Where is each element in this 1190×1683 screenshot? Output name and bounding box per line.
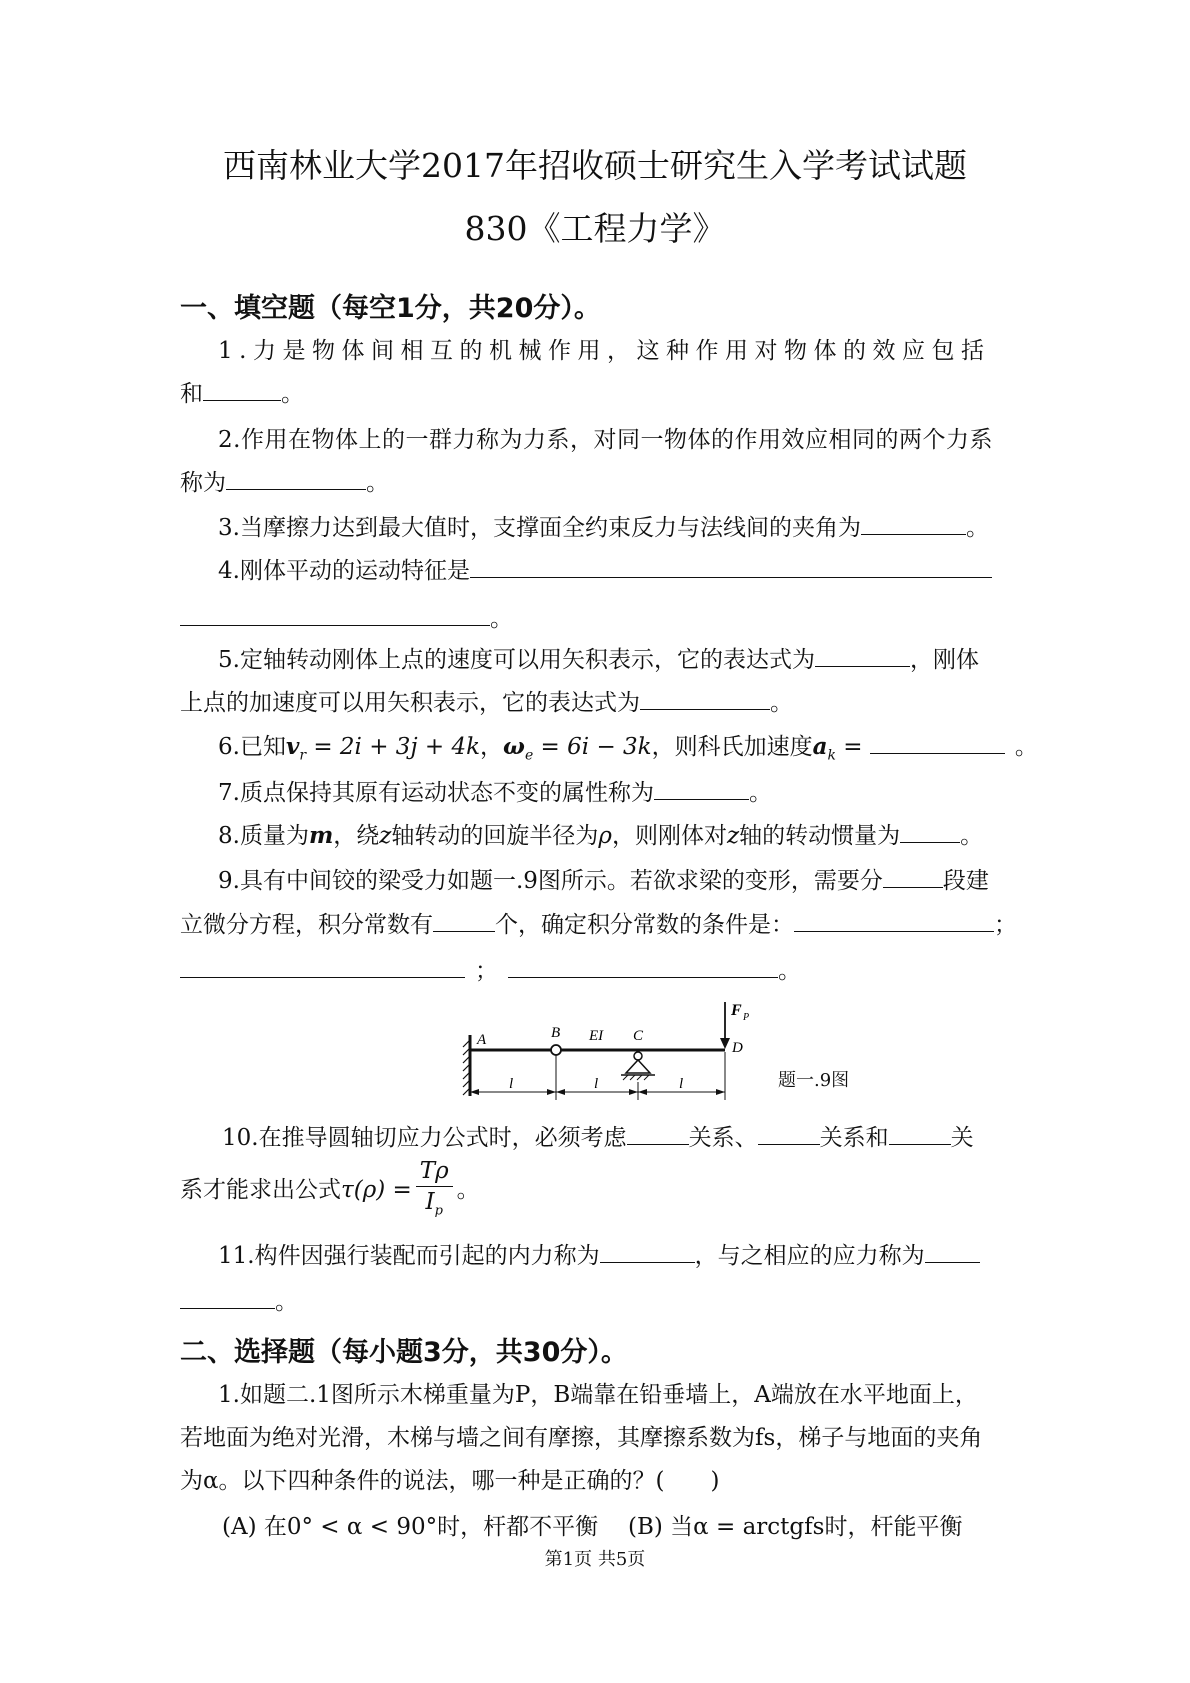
q11-blank-1[interactable]: [600, 1240, 695, 1263]
q2-blank[interactable]: [226, 467, 366, 490]
q10-text-a2: 关系、: [688, 1125, 758, 1151]
q9-text-b2: 个，确定积分常数的条件是：: [495, 912, 794, 938]
option-a[interactable]: (A) 在0° < α < 90°时，杆都不平衡: [222, 1514, 599, 1540]
q10-text-b: 系才能求出公式: [180, 1177, 341, 1203]
q1-blank[interactable]: [203, 378, 281, 401]
q5-period: 。: [770, 690, 793, 716]
q6-pre: 6.已知: [218, 734, 286, 760]
q8-text-b: ，绕: [333, 823, 380, 849]
q9-blank-4[interactable]: [180, 955, 465, 978]
exam-title: 西南林业大学2017年招收硕士研究生入学考试试题: [223, 146, 967, 185]
q5-text-1: 5.定轴转动刚体上点的速度可以用矢积表示，它的表达式为: [218, 647, 815, 673]
q6-comma: ，: [480, 734, 504, 760]
label-f: F: [731, 1002, 742, 1019]
q10-den-sub: p: [434, 1203, 443, 1219]
q9-period: 。: [778, 958, 801, 984]
q4-line1: [218, 555, 992, 586]
q11-period: 。: [275, 1289, 298, 1315]
q6-vr-expr: = 2i + 3j + 4k: [306, 734, 481, 760]
s2-q1-line3: 为α。以下四种条件的说法，哪一种是正确的？( ): [180, 1468, 720, 1494]
q6-ak: a: [812, 733, 828, 760]
q7-line: [218, 777, 772, 808]
beam-figure: [455, 1000, 775, 1110]
q8-z: z: [379, 823, 392, 849]
label-b: B: [551, 1025, 561, 1041]
section-1-heading: 一、填空题（每空1分，共20分）。: [180, 293, 601, 324]
q10-num: Tρ: [416, 1156, 453, 1187]
exam-subtitle: 830《工程力学》: [464, 209, 726, 248]
q10-text-a3: 关系和: [819, 1125, 889, 1151]
q8-period: 。: [960, 823, 984, 849]
q10-period: 。: [456, 1177, 480, 1203]
q1-text: 和: [180, 381, 203, 407]
q6-mid: ，则科氏加速度: [651, 734, 813, 760]
q4-period: 。: [490, 606, 513, 632]
q10-text-a: 10.在推导圆轴切应力公式时，必须考虑: [222, 1125, 627, 1151]
label-f-sub: P: [743, 1012, 750, 1023]
q9-line3: [180, 955, 801, 986]
q3-blank[interactable]: [861, 512, 966, 535]
q10-blank-2[interactable]: [758, 1122, 820, 1145]
q10-fraction: [416, 1156, 453, 1227]
q5-blank-1[interactable]: [815, 644, 910, 667]
q8-text-a: 8.质量为: [218, 823, 309, 849]
q9-blank-3[interactable]: [794, 909, 994, 932]
label-a: A: [477, 1032, 487, 1048]
q7-period: 。: [748, 780, 772, 806]
q10-lhs: τ(ρ) =: [341, 1177, 412, 1203]
q2-period: 。: [366, 470, 389, 496]
q2-line2: [180, 467, 389, 498]
q3-period: 。: [965, 515, 989, 541]
q8-line: [218, 820, 983, 851]
q7-blank[interactable]: [654, 777, 749, 800]
q6-vr-sub: r: [299, 747, 307, 764]
q8-text-d: ，则刚体对: [611, 823, 727, 849]
q9-blank-2[interactable]: [433, 909, 495, 932]
q10-line2: [180, 1155, 480, 1226]
q9-text-c1: ；: [475, 958, 498, 984]
q9-line2: [180, 909, 1017, 940]
q10-blank-3[interactable]: [889, 1122, 951, 1145]
q3-line: [218, 512, 989, 543]
q6-ak-sub: k: [827, 747, 836, 764]
q9-text-a2: 段建: [942, 868, 989, 894]
label-c: C: [633, 1028, 644, 1044]
label-d: D: [732, 1040, 743, 1056]
q11-blank-2a[interactable]: [925, 1240, 980, 1263]
q9-text-b1: 立微分方程，积分常数有: [180, 912, 433, 938]
span-l-3: l: [679, 1076, 684, 1092]
q5-line2: [180, 687, 793, 718]
q6-we-expr: = 6i − 3k: [533, 734, 652, 760]
q6-we: ω: [503, 733, 525, 760]
q11-blank-2b[interactable]: [180, 1286, 275, 1309]
s2-q1-line2: 若地面为绝对光滑，木梯与墙之间有摩擦，其摩擦系数为fs，梯子与地面的夹角: [180, 1425, 983, 1451]
q9-blank-5[interactable]: [508, 955, 778, 978]
q6-period: 。: [1014, 734, 1038, 760]
q11-line1: [218, 1240, 980, 1271]
q4-blank-1[interactable]: [470, 555, 992, 578]
q2-text: 称为: [180, 470, 226, 496]
q4-text: 4.刚体平动的运动特征是: [218, 558, 470, 584]
q9-text-b3: ；: [994, 912, 1017, 938]
q8-blank[interactable]: [900, 820, 960, 843]
q6-vr: v: [285, 733, 300, 760]
q6-eq: =: [836, 734, 870, 760]
q11-line2: [180, 1286, 298, 1317]
q5-line1: [218, 644, 979, 675]
q6-blank[interactable]: [870, 731, 1005, 754]
q8-text-c: 轴转动的回旋半径为: [391, 823, 599, 849]
q7-text: 7.质点保持其原有运动状态不变的属性称为: [218, 780, 654, 806]
q8-rho: ρ: [598, 823, 612, 849]
q1-line2: [180, 378, 304, 409]
q1-period: 。: [281, 381, 304, 407]
force-arrow-head: [720, 1038, 730, 1049]
page-footer: 第1页 共5页: [544, 1549, 646, 1570]
q10-blank-1[interactable]: [627, 1122, 689, 1145]
option-b[interactable]: (B) 当α = arctgfs时，杆能平衡: [628, 1514, 963, 1540]
q5-text-3: 上点的加速度可以用矢积表示，它的表达式为: [180, 690, 640, 716]
q6-we-sub: e: [524, 747, 534, 764]
q3-text: 3.当摩擦力达到最大值时，支撑面全约束反力与法线间的夹角为: [218, 515, 861, 541]
span-l-1: l: [509, 1076, 514, 1092]
hinge-b: [551, 1045, 561, 1055]
support-c-pin: [634, 1052, 642, 1060]
q10-line1: [222, 1122, 974, 1153]
q8-z2: z: [726, 823, 740, 849]
q8-m: m: [308, 822, 334, 849]
q9-text-a: 9.具有中间铰的梁受力如题一.9图所示。若欲求梁的变形，需要分: [218, 868, 883, 894]
q11-text-a: 11.构件因强行装配而引起的内力称为: [218, 1243, 600, 1269]
q6-line: [218, 731, 1038, 771]
support-c-triangle: [626, 1060, 650, 1073]
q10-text-a4: 关: [950, 1125, 974, 1151]
q1-line1: 1.力是物体间相互的机械作用，这种作用对物体的效应包括: [218, 338, 991, 364]
section-2-heading: 二、选择题（每小题3分，共30分）。: [180, 1337, 628, 1368]
q11-text-a2: ，与之相应的应力称为: [694, 1243, 925, 1269]
q8-text-e: 轴的转动惯量为: [739, 823, 901, 849]
q5-text-2: ，刚体: [909, 647, 979, 673]
q10-den: I: [425, 1188, 435, 1215]
span-l-2: l: [594, 1076, 599, 1092]
q5-blank-2[interactable]: [640, 687, 770, 710]
q4-blank-2[interactable]: [180, 603, 490, 626]
q2-line1: 2.作用在物体上的一群力称为力系，对同一物体的作用效应相同的两个力系: [218, 427, 993, 453]
q4-line2: [180, 603, 513, 634]
q9-line1: [218, 865, 989, 896]
s2-q1-line1: 1.如题二.1图所示木梯重量为P，B端靠在铅垂墙上，A端放在水平地面上，: [218, 1382, 978, 1408]
q9-blank-1[interactable]: [883, 865, 943, 888]
label-ei: EI: [589, 1028, 604, 1044]
figure-caption: 题一.9图: [778, 1070, 850, 1091]
